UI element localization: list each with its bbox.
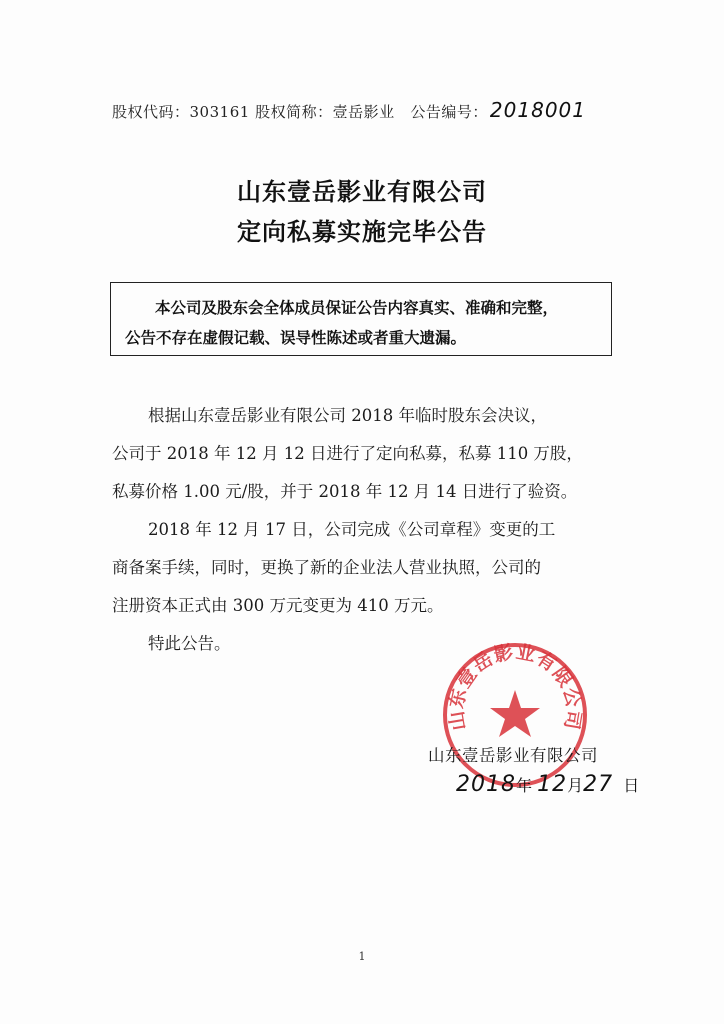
date-month: 12 bbox=[537, 772, 568, 797]
notice-title: 定向私募实施完毕公告 bbox=[237, 217, 487, 246]
paragraph-2-line-2: 商备案手续，同时，更换了新的企业法人营业执照，公司的 bbox=[112, 558, 541, 577]
paragraph-1-line-2: 公司于 2018 年 12 月 12 日进行了定向私募，私募 110 万股， bbox=[112, 444, 583, 463]
paragraph-2-line-1: 2018 年 12 月 17 日，公司完成《公司章程》变更的工 bbox=[148, 520, 556, 539]
paragraph-2-line-3: 注册资本正式由 300 万元变更为 410 万元。 bbox=[112, 596, 444, 615]
date-year: 2018 bbox=[456, 772, 516, 797]
stock-code-label: 股权代码： bbox=[112, 103, 190, 121]
company-title: 山东壹岳影业有限公司 bbox=[237, 177, 487, 206]
disclaimer-box bbox=[110, 282, 612, 356]
paragraph-1-line-1: 根据山东壹岳影业有限公司 2018 年临时股东会决议， bbox=[148, 406, 547, 425]
date-day: 27 bbox=[583, 772, 614, 797]
company-seal bbox=[440, 640, 590, 790]
signature-date bbox=[456, 772, 639, 797]
notice-no-label: 公告编号： bbox=[410, 103, 488, 121]
signature-company: 山东壹岳影业有限公司 bbox=[428, 746, 598, 765]
date-year-char: 年 bbox=[516, 776, 533, 795]
page-number: 1 bbox=[358, 950, 366, 963]
date-month-char: 月 bbox=[567, 776, 584, 795]
date-day-char: 日 bbox=[623, 776, 640, 795]
header-line bbox=[112, 98, 586, 122]
closing-statement: 特此公告。 bbox=[148, 634, 231, 653]
paragraph-1-line-3: 私募价格 1.00 元/股，并于 2018 年 12 月 14 日进行了验资。 bbox=[112, 482, 578, 501]
svg-text:山东壹岳影业有限公司: 山东壹岳影业有限公司 bbox=[445, 640, 585, 732]
stock-abbr-label: 股权简称： bbox=[255, 103, 333, 121]
disclaimer-line-2: 公告不存在虚假记载、误导性陈述或者重大遗漏。 bbox=[125, 328, 467, 347]
stock-code: 303161 bbox=[189, 103, 250, 121]
notice-no: 2018001 bbox=[489, 98, 586, 122]
disclaimer-line-1: 本公司及股东会全体成员保证公告内容真实、准确和完整， bbox=[155, 298, 559, 317]
seal-star-icon bbox=[490, 690, 540, 737]
stock-abbr: 壹岳影业 bbox=[332, 103, 395, 121]
